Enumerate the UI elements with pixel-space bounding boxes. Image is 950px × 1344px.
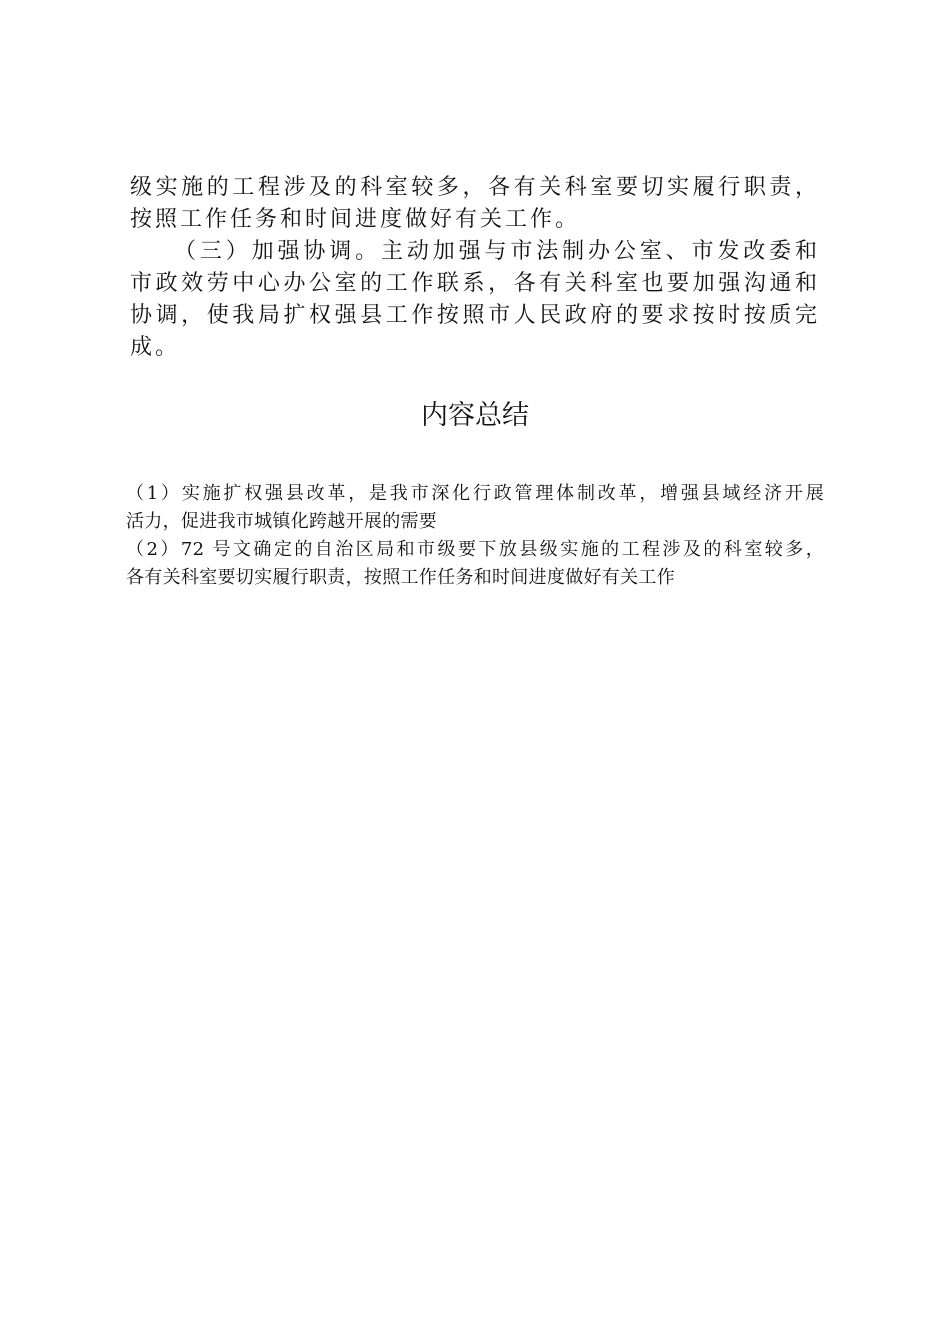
body-line: 成。 xyxy=(130,335,181,360)
summary-line: 活力，促进我市城镇化跨越开展的需要 xyxy=(126,511,438,532)
summary-title: 内容总结 xyxy=(421,400,529,431)
summary-line: 各有关科室要切实履行职责，按照工作任务和时间进度做好有关工作 xyxy=(126,567,675,588)
summary-line: （1）实施扩权强县改革，是我市深化行政管理体制改革，增强县域经济开展 xyxy=(126,483,824,504)
summary-list xyxy=(126,480,824,592)
body-line: （三）加强协调。主动加强与市法制办公室、市发改委和 xyxy=(174,239,820,264)
body-paragraphs xyxy=(130,172,820,364)
body-line: 协调，使我局扩权强县工作按照市人民政府的要求按时按质完 xyxy=(130,303,820,328)
body-line: 级实施的工程涉及的科室较多，各有关科室要切实履行职责， xyxy=(130,175,820,200)
body-line: 市政效劳中心办公室的工作联系，各有关科室也要加强沟通和 xyxy=(130,271,820,296)
summary-line: （2）72 号文确定的自治区局和市级要下放县级实施的工程涉及的科室较多， xyxy=(126,539,824,560)
body-line: 按照工作任务和时间进度做好有关工作。 xyxy=(130,207,581,232)
